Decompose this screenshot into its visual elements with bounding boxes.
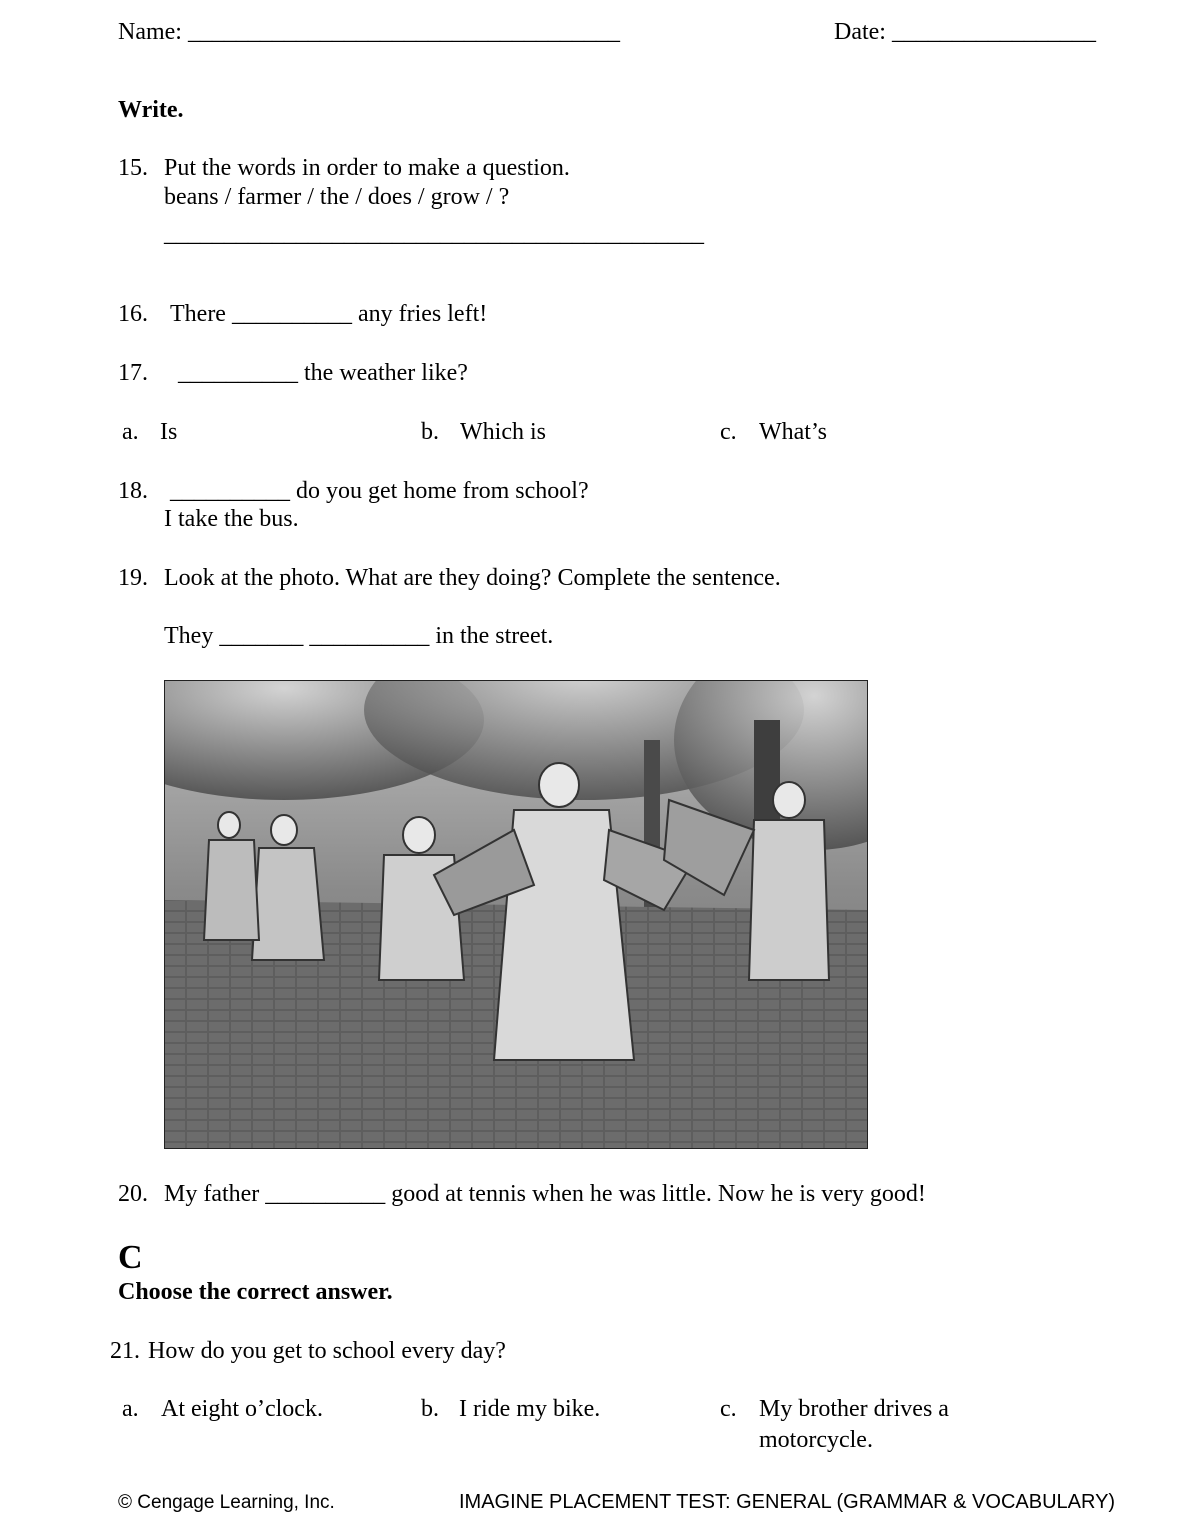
option-letter: c.: [720, 419, 737, 445]
question-19-prompt: Look at the photo. What are they doing? Complete the sentence.: [164, 565, 781, 591]
option-text: What’s: [759, 419, 827, 445]
section-c-instruction: Choose the correct answer.: [118, 1279, 393, 1305]
festival-dancers-photo: [164, 680, 868, 1149]
question-21-number: 21.: [110, 1338, 140, 1364]
question-17-option-a[interactable]: [122, 420, 177, 444]
question-15-number: 15.: [118, 155, 148, 181]
question-20-number: 20.: [118, 1181, 148, 1207]
option-text: I ride my bike.: [459, 1396, 601, 1422]
question-19-number: 19.: [118, 565, 148, 591]
question-15-prompt: Put the words in order to make a question.: [164, 155, 570, 181]
question-18-text: __________ do you get home from school?: [170, 478, 589, 504]
option-letter: a.: [122, 1396, 139, 1422]
option-letter: b.: [421, 419, 439, 445]
date-field[interactable]: Date: _________________: [834, 19, 1096, 45]
option-text: Which is: [460, 419, 546, 445]
question-16-text: There __________ any fries left!: [170, 301, 488, 327]
question-21-option-b[interactable]: [421, 1397, 600, 1421]
section-instruction-write: Write.: [118, 97, 184, 123]
question-20-text: My father __________ good at tennis when he was little. Now he is very good!: [164, 1181, 926, 1207]
question-15-answer-line[interactable]: _____________________________________________: [164, 221, 704, 247]
question-15-words: beans / farmer / the / does / grow / ?: [164, 184, 510, 210]
question-21-text: How do you get to school every day?: [148, 1338, 506, 1364]
question-21-option-a[interactable]: [122, 1397, 323, 1421]
question-21-option-c-line2: motorcycle.: [759, 1427, 873, 1453]
name-field[interactable]: Name: ____________________________________: [118, 19, 620, 45]
footer-copyright: © Cengage Learning, Inc.: [118, 1492, 335, 1513]
question-17-number: 17.: [118, 360, 148, 386]
question-16-number: 16.: [118, 301, 148, 327]
question-17-option-b[interactable]: [421, 420, 546, 444]
footer-test-title: IMAGINE PLACEMENT TEST: GENERAL (GRAMMAR & VOCABULARY): [459, 1491, 1116, 1513]
option-letter: a.: [122, 419, 139, 445]
section-c-heading: C: [118, 1239, 143, 1276]
option-letter: b.: [421, 1396, 439, 1422]
question-18-number: 18.: [118, 478, 148, 504]
option-letter: c.: [720, 1396, 737, 1422]
question-17-option-c[interactable]: [720, 420, 827, 444]
question-21-option-c[interactable]: [720, 1397, 949, 1421]
question-18-answer-text: I take the bus.: [164, 506, 299, 532]
option-text: Is: [160, 419, 178, 445]
festival-dancers-photo-icon: [164, 680, 868, 1149]
question-17-text: __________ the weather like?: [178, 360, 468, 386]
option-text: My brother drives a: [759, 1396, 949, 1422]
question-19-sentence: They _______ __________ in the street.: [164, 623, 554, 649]
option-text: At eight o’clock.: [161, 1396, 323, 1422]
